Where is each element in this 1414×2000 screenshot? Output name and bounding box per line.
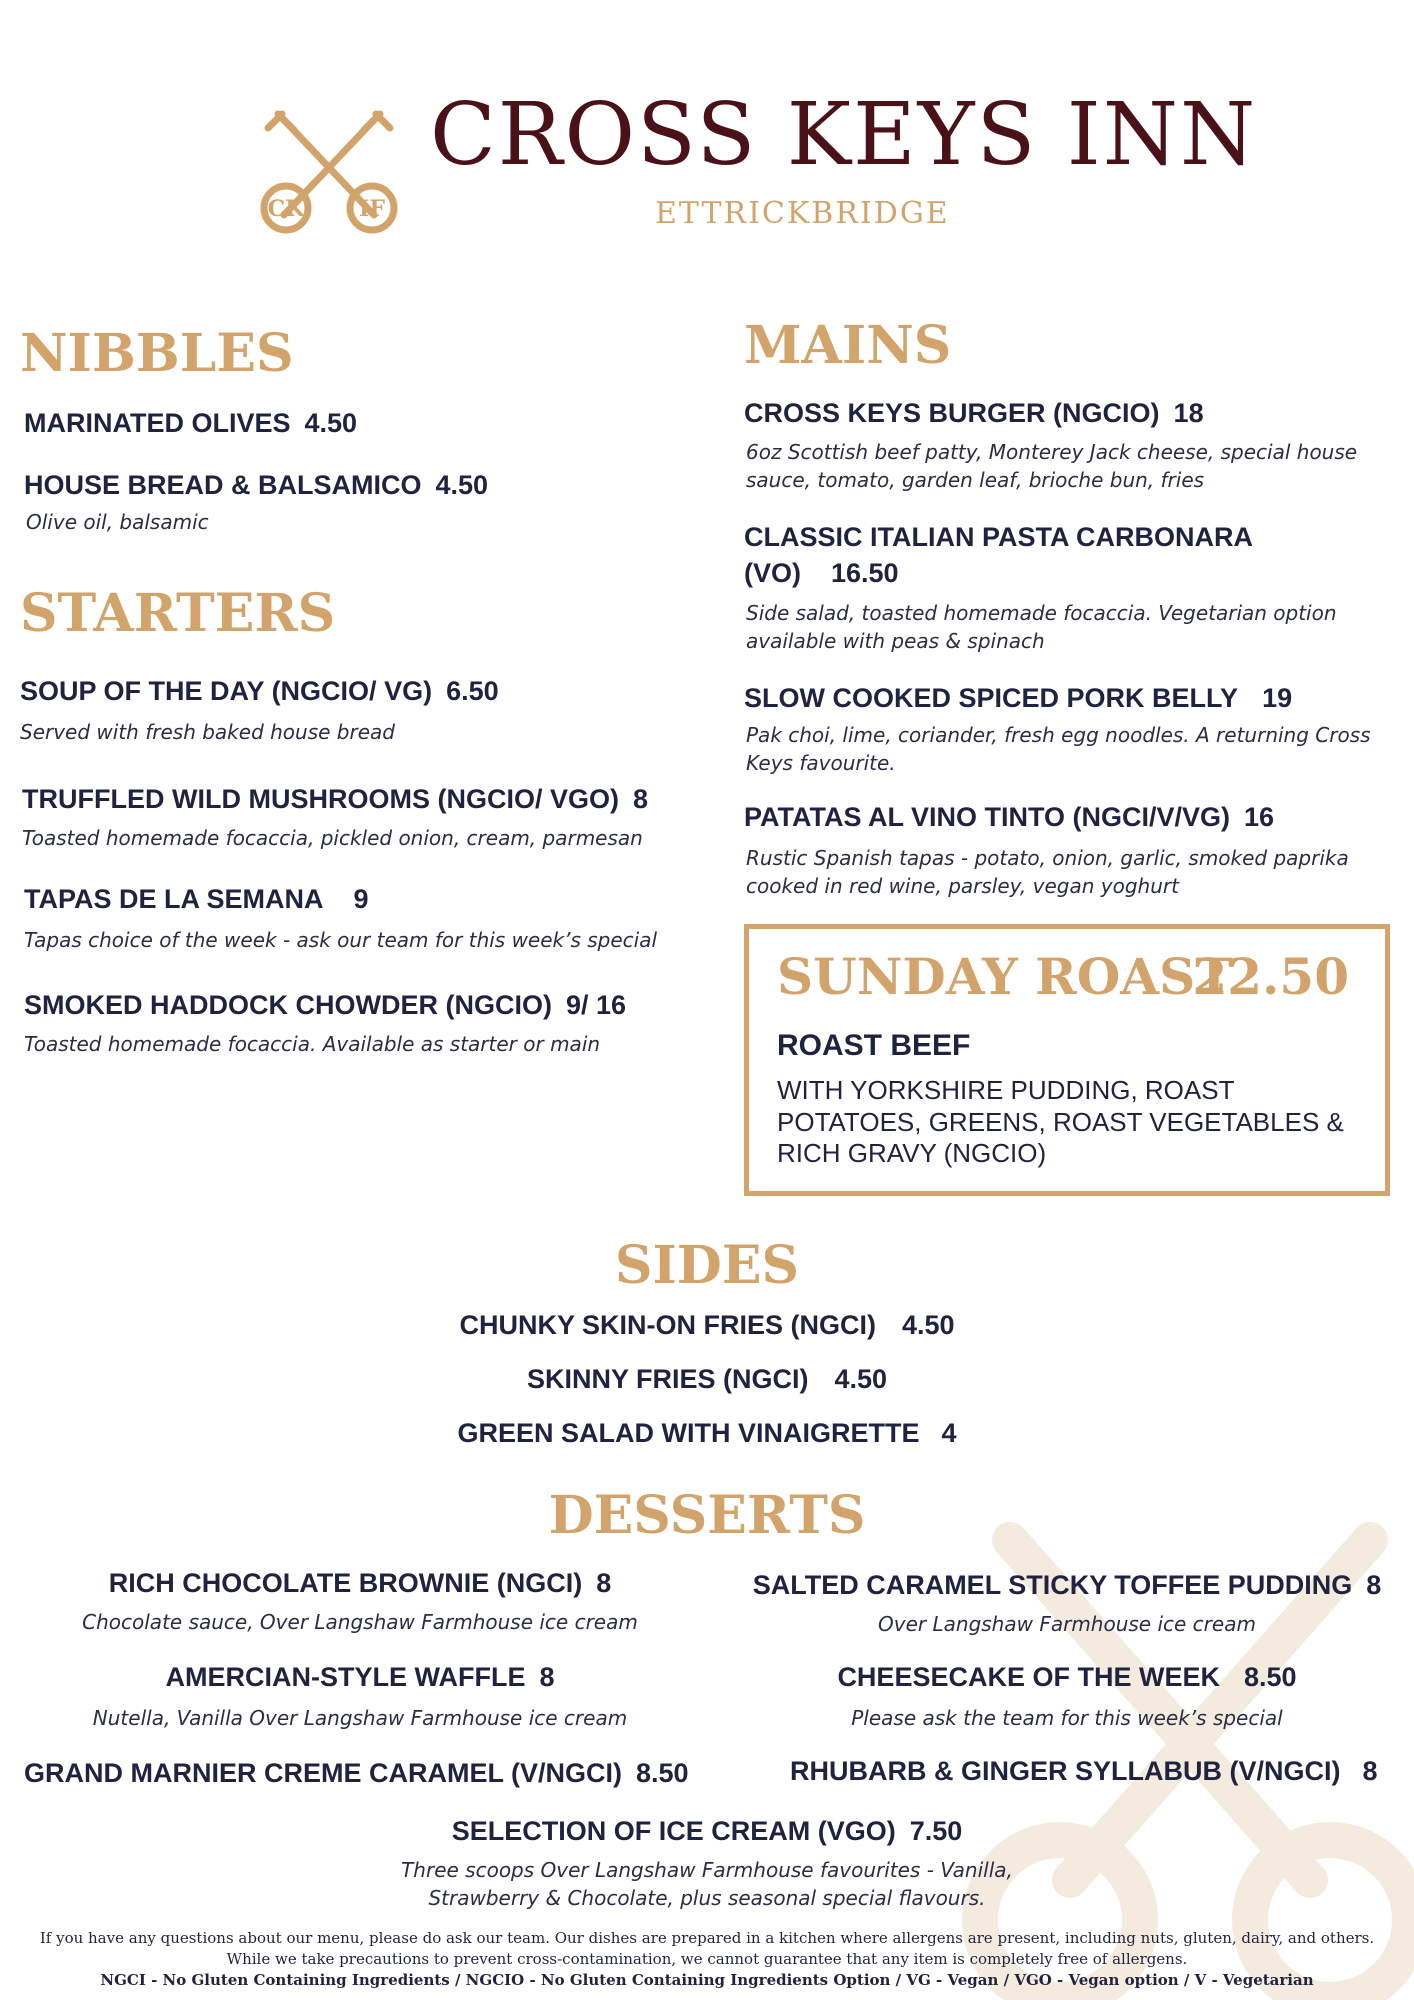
menu-item-name: CLASSIC ITALIAN PASTA CARBONARA bbox=[744, 522, 1253, 552]
menu-item-name: (VO) 16.50 bbox=[744, 558, 899, 588]
section-title-mains: MAINS bbox=[744, 315, 952, 376]
menu-item-name: SALTED CARAMEL STICKY TOFFEE PUDDING 8 bbox=[752, 1570, 1382, 1600]
brand-subtitle: ETTRICKBRIDGE bbox=[655, 196, 950, 231]
menu-item-desc: Tapas choice of the week - ask our team for this week’s special bbox=[24, 928, 658, 952]
menu-item-desc: Over Langshaw Farmhouse ice cream bbox=[878, 1612, 1256, 1636]
allergen-legend: NGCI - No Gluten Containing Ingredients / NGCIO - No Gluten Containing Ingredients Option / VG - Vegan / VGO - Vegan option / V - Vegetarian bbox=[100, 1971, 1314, 1989]
menu-item-name: AMERCIAN-STYLE WAFFLE 8 bbox=[165, 1662, 555, 1692]
menu-item-desc: Side salad, toasted homemade focaccia. Vegetarian option available with peas & spinach bbox=[746, 601, 1337, 653]
menu-item-name: CHUNKY SKIN-ON FRIES (NGCI) 4.50 bbox=[459, 1310, 955, 1340]
menu-item-price: 7.50 bbox=[909, 1816, 963, 1846]
menu-item-name: TRUFFLED WILD MUSHROOMS (NGCIO/ VGO) 8 bbox=[22, 784, 648, 814]
menu-item-name: SELECTION OF ICE CREAM (VGO) 7.50 bbox=[451, 1816, 963, 1846]
menu-item-price: 8 bbox=[596, 1568, 612, 1598]
menu-item-price: 4.50 bbox=[304, 408, 358, 438]
menu-item-name: TAPAS DE LA SEMANA 9 bbox=[24, 884, 369, 914]
menu-item-name: GREEN SALAD WITH VINAIGRETTE 4 bbox=[457, 1418, 957, 1448]
menu-item-price: 4.50 bbox=[435, 470, 489, 500]
menu-item-price: 18 bbox=[1173, 398, 1204, 428]
menu-item-price: 8 bbox=[1362, 1756, 1378, 1786]
svg-text:CK: CK bbox=[267, 196, 305, 222]
footer-line: If you have any questions about our menu, please do ask our team. Our dishes are prepared in a kitchen where allergens are present, including nuts, gluten, dairy, and others. bbox=[39, 1929, 1375, 1947]
menu-item-name: PATATAS AL VINO TINTO (NGCI/V/VG) 16 bbox=[744, 802, 1275, 832]
menu-item-desc: 6oz Scottish beef patty, Monterey Jack cheese, special house sauce, tomato, garden leaf, brioche bun, fries bbox=[746, 440, 1358, 492]
menu-item-name: SKINNY FRIES (NGCI) 4.50 bbox=[526, 1364, 888, 1394]
menu-item-name: RHUBARB & GINGER SYLLABUB (V/NGCI) 8 bbox=[790, 1756, 1378, 1786]
menu-item-price: 8 bbox=[539, 1662, 555, 1692]
allergen-footer bbox=[20, 1928, 1394, 1991]
menu-item-price: 8 bbox=[1366, 1570, 1382, 1600]
menu-item-price: 4 bbox=[941, 1418, 957, 1448]
section-title-sides: SIDES bbox=[614, 1235, 800, 1296]
menu-item-name: CROSS KEYS BURGER (NGCIO) 18 bbox=[744, 398, 1204, 428]
sunday-roast-description: WITH YORKSHIRE PUDDING, ROAST POTATOES, GREENS, ROAST VEGETABLES & RICH GRAVY (NGCIO) bbox=[777, 1075, 1344, 1169]
menu-item-desc: Olive oil, balsamic bbox=[26, 510, 209, 534]
menu-item-name: SOUP OF THE DAY (NGCIO/ VG) 6.50 bbox=[20, 676, 499, 706]
menu-item-price: 8 bbox=[632, 784, 648, 814]
menu-item-price: 16.50 bbox=[831, 558, 899, 588]
section-title-starters: STARTERS bbox=[20, 583, 336, 644]
section-title-nibbles: NIBBLES bbox=[20, 323, 294, 384]
menu-item-name: CHEESECAKE OF THE WEEK 8.50 bbox=[837, 1662, 1297, 1692]
menu-item-name: SLOW COOKED SPICED PORK BELLY 19 bbox=[744, 683, 1293, 713]
menu-item-desc: Nutella, Vanilla Over Langshaw Farmhouse ice cream bbox=[92, 1706, 628, 1730]
menu-item-price: 8.50 bbox=[1243, 1662, 1297, 1692]
menu-item-name: GRAND MARNIER CREME CARAMEL (V/NGCI) 8.50 bbox=[24, 1758, 689, 1788]
brand-name: CROSS KEYS INN bbox=[430, 85, 1258, 185]
sunday-roast-title: SUNDAY ROAST bbox=[777, 947, 1233, 1006]
menu-item-price: 4.50 bbox=[834, 1364, 888, 1394]
menu-item-name: MARINATED OLIVES 4.50 bbox=[24, 408, 358, 438]
menu-item-name: RICH CHOCOLATE BROWNIE (NGCI) 8 bbox=[108, 1568, 612, 1598]
menu-item-desc: Strawberry & Chocolate, plus seasonal special flavours. bbox=[428, 1886, 986, 1910]
svg-text:IF: IF bbox=[359, 196, 385, 222]
menu-item-desc: Three scoops Over Langshaw Farmhouse favourites - Vanilla, bbox=[401, 1858, 1013, 1882]
crossed-keys-icon bbox=[254, 100, 404, 240]
menu-item-price: 19 bbox=[1262, 683, 1293, 713]
footer-line: While we take precautions to prevent cross-contamination, we cannot guarantee that any item is completely free of allergens. bbox=[226, 1950, 1188, 1968]
sunday-roast-dish: ROAST BEEF bbox=[777, 1029, 971, 1062]
menu-item-price: 4.50 bbox=[901, 1310, 955, 1340]
menu-item-desc: Toasted homemade focaccia, pickled onion, cream, parmesan bbox=[22, 826, 643, 850]
menu-item-desc: Chocolate sauce, Over Langshaw Farmhouse ice cream bbox=[82, 1610, 638, 1634]
menu-item-desc: Rustic Spanish tapas - potato, onion, garlic, smoked paprika cooked in red wine, parsley, vegan yoghurt bbox=[746, 846, 1349, 898]
sunday-roast-price: 22.50 bbox=[1192, 947, 1349, 1006]
menu-item-price: 9/ 16 bbox=[565, 990, 627, 1020]
menu-item-price: 6.50 bbox=[446, 676, 499, 706]
menu-item-name: SMOKED HADDOCK CHOWDER (NGCIO) 9/ 16 bbox=[24, 990, 627, 1020]
menu-item-price: 16 bbox=[1244, 802, 1275, 832]
menu-item-desc: Pak choi, lime, coriander, fresh egg noodles. A returning Cross Keys favourite. bbox=[746, 723, 1371, 775]
menu-item-price: 9 bbox=[353, 884, 369, 914]
menu-item-price: 8.50 bbox=[636, 1758, 689, 1788]
menu-item-name: HOUSE BREAD & BALSAMICO 4.50 bbox=[24, 470, 489, 500]
menu-item-desc: Toasted homemade focaccia. Available as starter or main bbox=[24, 1032, 601, 1056]
section-title-desserts: DESSERTS bbox=[548, 1485, 866, 1546]
menu-item-desc: Served with fresh baked house bread bbox=[20, 720, 395, 744]
sunday-roast-box bbox=[744, 924, 1390, 1196]
menu-item-desc: Please ask the team for this week’s special bbox=[851, 1706, 1283, 1730]
